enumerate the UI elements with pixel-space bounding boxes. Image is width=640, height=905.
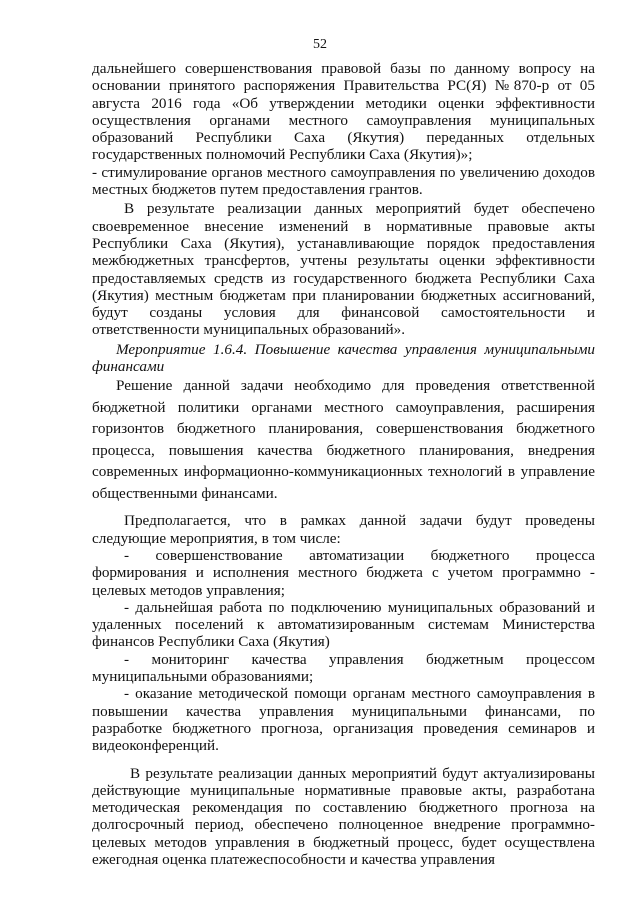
document-body: [92, 60, 595, 868]
list-item-connection: - дальнейшая работа по подключению муниципальных образований и удаленных поселений к автоматизированным системам Министерства финансов Республики Саха (Якутия): [92, 598, 595, 651]
page-number: 52: [313, 37, 327, 52]
list-item-grants: - стимулирование органов местного самоуправления по увеличению доходов местных бюджетов путем предоставления грантов.: [92, 163, 595, 199]
list-item-monitoring: - мониторинг качества управления бюджетным процессом муниципальными образованиями;: [92, 650, 595, 686]
section-heading-1-6-4: Мероприятие 1.6.4. Повышение качества управления муниципальными финансами: [92, 340, 595, 376]
paragraph-task-solution: Решение данной задачи необходимо для проведения ответственной бюджетной политики органами местного самоуправления, расширения горизонтов бюджетного планирования, совершенствования бюджетного процесса, повышения качества бюджетного планирования, внедрения современных информационно-коммуникационных технологий в управление общественными финансами.: [92, 377, 595, 502]
paragraph-results: В результате реализации данных мероприятий будет обеспечено своевременное внесение изменений в нормативные правовые акты Республики Саха (Якутия), устанавливающие порядок предоставления межбюджетных трансфертов, учтены результаты оценки эффективности предоставляемых средств из государственного бюджета Республики Саха (Якутия) местным бюджетам при планировании бюджетных ассигнований, будут созданы условия для финансовой самостоятельности и ответственности муниципальных образований».: [92, 200, 595, 339]
list-item-automation: - совершенствование автоматизации бюджетного процесса формирования и исполнения местного бюджета с учетом программно - целевых методов управления;: [92, 546, 595, 599]
paragraph-final-results: В результате реализации данных мероприятий будут актуализированы действующие муниципальные нормативные правовые акты, разработана методическая рекомендация по составлению бюджетного прогноза на долгосрочный период, обеспечено полноценное внедрение программно-целевых методов управления в бюджетный процесс, будет осуществлена ежегодная оценка платежеспособности и качества управления: [92, 764, 595, 868]
paragraph-legal-basis: дальнейшего совершенствования правовой базы по данному вопросу на основании принятого распоряжения Правительства РС(Я) №870-р от 05 августа 2016 года «Об утверждении методики оценки эффективности осуществления органами местного самоуправления муниципальных образований Республики Саха (Якутия) переданных отдельных государственных полномочий Республики Саха (Якутия)»;: [92, 60, 595, 164]
list-item-methodical-help: - оказание методической помощи органам местного самоуправления в повышении качества управления муниципальными финансами, по разработке бюджетного прогноза, организация проведения семинаров и видеоконференций.: [92, 685, 595, 755]
paragraph-planned-activities: Предполагается, что в рамках данной задачи будут проведены следующие мероприятия, в том числе:: [92, 512, 595, 547]
